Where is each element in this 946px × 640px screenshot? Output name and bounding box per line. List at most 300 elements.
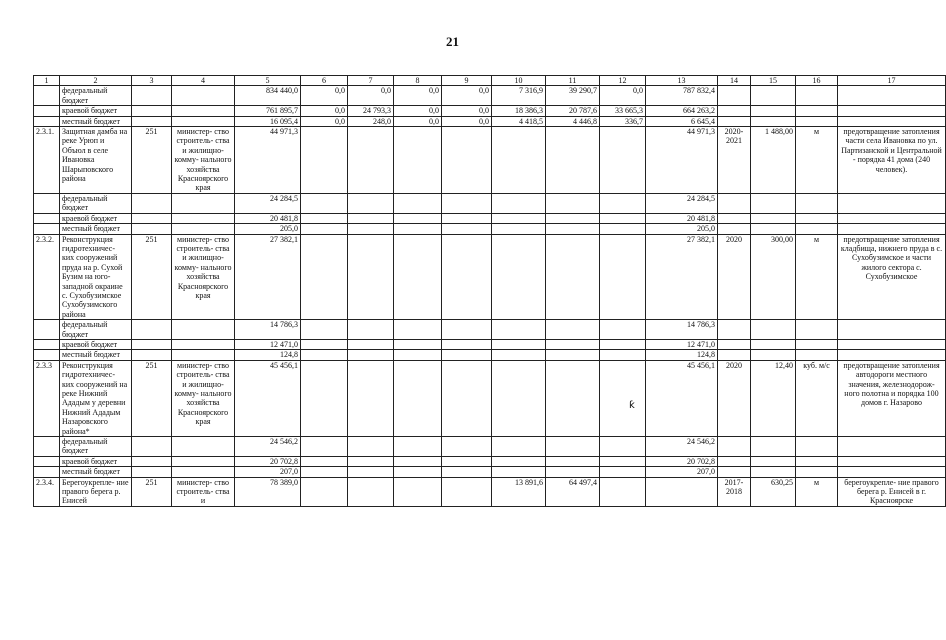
value-cell: 24 546,2: [235, 437, 301, 457]
value-cell: [546, 350, 600, 360]
value-cell: [646, 477, 718, 506]
value-cell: [546, 437, 600, 457]
result-cell: предотвращение затопления кладбища, нижнего пруда в с. Сухобузимское и части жилого сектора с. Сухобузимское: [838, 234, 946, 320]
column-header: 3: [132, 76, 172, 86]
value-cell: [546, 339, 600, 349]
value-cell: 24 546,2: [646, 437, 718, 457]
value-cell: [492, 456, 546, 466]
empty-cell: [172, 116, 235, 126]
budget-row: [34, 320, 946, 340]
value-cell: [301, 320, 348, 340]
empty-cell: [34, 116, 60, 126]
column-header: 11: [546, 76, 600, 86]
empty-cell: [718, 224, 751, 234]
column-header: 8: [394, 76, 442, 86]
project-row: [34, 234, 946, 320]
empty-cell: [132, 106, 172, 116]
value-cell: 20 702,8: [646, 456, 718, 466]
unit-cell: куб. м/с: [796, 360, 838, 436]
value-cell: 27 382,1: [235, 234, 301, 320]
empty-cell: [838, 224, 946, 234]
value-cell: 7 316,9: [492, 86, 546, 106]
value-cell: 64 497,4: [546, 477, 600, 506]
empty-cell: [718, 106, 751, 116]
empty-cell: [796, 213, 838, 223]
budget-label: краевой бюджет: [60, 456, 132, 466]
empty-cell: [751, 106, 796, 116]
empty-cell: [348, 127, 394, 194]
value-cell: 6 645,4: [646, 116, 718, 126]
empty-cell: [34, 213, 60, 223]
column-header: 4: [172, 76, 235, 86]
budget-row: [34, 213, 946, 223]
empty-cell: [796, 456, 838, 466]
column-header: 10: [492, 76, 546, 86]
budget-label: федеральный бюджет: [60, 193, 132, 213]
result-cell: предотвращение затопления автодороги местного значения, железнодорож- ного полотна и порядка 100 домов г. Назарово: [838, 360, 946, 436]
empty-cell: [751, 320, 796, 340]
value-cell: 0,0: [600, 86, 646, 106]
value-cell: [600, 350, 646, 360]
column-header: 14: [718, 76, 751, 86]
value-cell: 761 895,7: [235, 106, 301, 116]
value-cell: [600, 224, 646, 234]
value-cell: [492, 224, 546, 234]
empty-cell: [751, 213, 796, 223]
empty-cell: [718, 116, 751, 126]
value-cell: [546, 456, 600, 466]
value-cell: [394, 456, 442, 466]
value-cell: [546, 127, 600, 194]
value-cell: [492, 193, 546, 213]
value-cell: [442, 350, 492, 360]
empty-cell: [796, 86, 838, 106]
empty-cell: [34, 320, 60, 340]
responsible-org: министер- ство строитель- ства и жилищно- комму- нального хозяйства Красноярского края: [172, 234, 235, 320]
value-cell: 207,0: [646, 467, 718, 477]
value-cell: [492, 467, 546, 477]
empty-cell: [172, 437, 235, 457]
value-cell: 33 665,3: [600, 106, 646, 116]
project-row: [34, 360, 946, 436]
empty-cell: [838, 456, 946, 466]
budget-row: [34, 350, 946, 360]
value-cell: [348, 467, 394, 477]
value-cell: 13 891,6: [492, 477, 546, 506]
empty-cell: [132, 193, 172, 213]
value-cell: [492, 234, 546, 320]
budget-row: [34, 193, 946, 213]
value-cell: [442, 456, 492, 466]
project-name: Защитная дамба на реке Урюп и Объюл в селе Ивановка Шарыповского района: [60, 127, 132, 194]
empty-cell: [34, 339, 60, 349]
value-cell: 4 418,5: [492, 116, 546, 126]
empty-cell: [34, 350, 60, 360]
empty-cell: [34, 193, 60, 213]
budget-label: краевой бюджет: [60, 213, 132, 223]
value-cell: [600, 456, 646, 466]
value-cell: 44 971,3: [235, 127, 301, 194]
empty-cell: [348, 360, 394, 436]
empty-cell: [600, 234, 646, 320]
empty-cell: [796, 116, 838, 126]
empty-cell: [442, 234, 492, 320]
empty-cell: [34, 467, 60, 477]
empty-cell: [132, 116, 172, 126]
project-name: Реконструкция гидротехничес- ких сооружений пруда на р. Сухой Бузим на юго-западной окраине с. Сухобузимское Сухобузимского района: [60, 234, 132, 320]
budget-row: [34, 467, 946, 477]
value-cell: [492, 127, 546, 194]
empty-cell: [751, 193, 796, 213]
empty-cell: [172, 456, 235, 466]
empty-cell: [172, 193, 235, 213]
unit-cell: м: [796, 127, 838, 194]
header-row: [34, 76, 946, 86]
value-cell: [442, 213, 492, 223]
empty-cell: [172, 106, 235, 116]
empty-cell: [718, 339, 751, 349]
value-cell: 39 290,7: [546, 86, 600, 106]
empty-cell: [796, 224, 838, 234]
value-cell: 205,0: [235, 224, 301, 234]
value-cell: 16 095,4: [235, 116, 301, 126]
capacity-cell: 300,00: [751, 234, 796, 320]
value-cell: 0,0: [442, 86, 492, 106]
value-cell: [492, 437, 546, 457]
empty-cell: [172, 320, 235, 340]
value-cell: [546, 360, 600, 436]
value-cell: 45 456,1: [235, 360, 301, 436]
budget-label: краевой бюджет: [60, 339, 132, 349]
empty-cell: [132, 437, 172, 457]
table-body: [34, 76, 946, 507]
column-header: 2: [60, 76, 132, 86]
budget-row: [34, 339, 946, 349]
empty-cell: [132, 86, 172, 106]
empty-cell: [796, 193, 838, 213]
empty-cell: [34, 224, 60, 234]
value-cell: 248,0: [348, 116, 394, 126]
column-header: 12: [600, 76, 646, 86]
value-cell: 124,8: [646, 350, 718, 360]
value-cell: [546, 320, 600, 340]
period-cell: 2017- 2018: [718, 477, 751, 506]
value-cell: 24 284,5: [235, 193, 301, 213]
value-cell: 0,0: [442, 116, 492, 126]
budget-label: федеральный бюджет: [60, 86, 132, 106]
project-name: Берегоукрепле- ние правого берега р. Енисей: [60, 477, 132, 506]
empty-cell: [838, 213, 946, 223]
budget-row: [34, 437, 946, 457]
value-cell: [442, 437, 492, 457]
empty-cell: [172, 350, 235, 360]
project-code: 251: [132, 234, 172, 320]
result-cell: берегоукрепле- ние правого берега р. Енисей в г. Красноярске: [838, 477, 946, 506]
project-code: 251: [132, 127, 172, 194]
empty-cell: [132, 224, 172, 234]
empty-cell: [301, 127, 348, 194]
project-row: [34, 477, 946, 506]
value-cell: 18 386,3: [492, 106, 546, 116]
value-cell: [442, 320, 492, 340]
unit-cell: м: [796, 234, 838, 320]
empty-cell: [172, 213, 235, 223]
empty-cell: [838, 467, 946, 477]
value-cell: [394, 224, 442, 234]
empty-cell: [718, 86, 751, 106]
responsible-org: министер- ство строитель- ства и жилищно- комму- нального хозяйства Красноярского края: [172, 360, 235, 436]
value-cell: [442, 467, 492, 477]
empty-cell: [796, 350, 838, 360]
value-cell: 0,0: [394, 106, 442, 116]
empty-cell: [442, 360, 492, 436]
empty-cell: [301, 477, 348, 506]
empty-cell: [796, 106, 838, 116]
empty-cell: [718, 320, 751, 340]
project-row: [34, 127, 946, 194]
value-cell: [348, 437, 394, 457]
summary-row: [34, 106, 946, 116]
project-number: 2.3.2.: [34, 234, 60, 320]
responsible-org: министер- ство строитель- ства и: [172, 477, 235, 506]
empty-cell: [838, 320, 946, 340]
value-cell: [442, 193, 492, 213]
value-cell: [348, 456, 394, 466]
page-number: 21: [446, 34, 459, 49]
empty-cell: [838, 437, 946, 457]
empty-cell: [34, 106, 60, 116]
value-cell: 12 471,0: [235, 339, 301, 349]
value-cell: 207,0: [235, 467, 301, 477]
empty-cell: [751, 339, 796, 349]
value-cell: [394, 350, 442, 360]
empty-cell: [718, 467, 751, 477]
capacity-cell: 630,25: [751, 477, 796, 506]
empty-cell: [34, 86, 60, 106]
empty-cell: [442, 127, 492, 194]
empty-cell: [796, 437, 838, 457]
value-cell: 205,0: [646, 224, 718, 234]
empty-cell: [751, 467, 796, 477]
value-cell: 24 793,3: [348, 106, 394, 116]
value-cell: [301, 350, 348, 360]
result-cell: предотвращение затопления части села Ивановка по ул. Партизанской и Центральной - порядка 41 дома (240 человек).: [838, 127, 946, 194]
project-name: Реконструкция гидротехничес- ких сооружений на реке Нижний Ададым у деревни Нижний Ададым Назаровского района*: [60, 360, 132, 436]
value-cell: [442, 339, 492, 349]
value-cell: 14 786,3: [235, 320, 301, 340]
empty-cell: [34, 456, 60, 466]
value-cell: [348, 213, 394, 223]
budget-label: федеральный бюджет: [60, 320, 132, 340]
budget-label: краевой бюджет: [60, 106, 132, 116]
value-cell: 0,0: [394, 86, 442, 106]
value-cell: 20 787,6: [546, 106, 600, 116]
value-cell: [492, 339, 546, 349]
value-cell: [600, 213, 646, 223]
value-cell: 20 702,8: [235, 456, 301, 466]
value-cell: 45 456,1: [646, 360, 718, 436]
value-cell: 24 284,5: [646, 193, 718, 213]
value-cell: [546, 193, 600, 213]
budget-label: местный бюджет: [60, 224, 132, 234]
empty-cell: [838, 116, 946, 126]
value-cell: 336,7: [600, 116, 646, 126]
value-cell: 4 446,8: [546, 116, 600, 126]
budget-row: [34, 224, 946, 234]
responsible-org: министер- ство строитель- ства и жилищно- комму- нального хозяйства Красноярского края: [172, 127, 235, 194]
empty-cell: [301, 234, 348, 320]
value-cell: [348, 339, 394, 349]
capacity-cell: 1 488,00: [751, 127, 796, 194]
value-cell: 20 481,8: [235, 213, 301, 223]
value-cell: [546, 224, 600, 234]
value-cell: [301, 213, 348, 223]
empty-cell: [394, 234, 442, 320]
empty-cell: [718, 193, 751, 213]
empty-cell: [796, 320, 838, 340]
empty-cell: [132, 213, 172, 223]
budget-table: [33, 75, 946, 507]
column-header: 5: [235, 76, 301, 86]
value-cell: 12 471,0: [646, 339, 718, 349]
value-cell: [348, 350, 394, 360]
empty-cell: [751, 437, 796, 457]
value-cell: [394, 339, 442, 349]
value-cell: 124,8: [235, 350, 301, 360]
empty-cell: [34, 437, 60, 457]
value-cell: [546, 234, 600, 320]
empty-cell: [838, 350, 946, 360]
column-header: 9: [442, 76, 492, 86]
empty-cell: [172, 467, 235, 477]
budget-label: местный бюджет: [60, 350, 132, 360]
empty-cell: [751, 224, 796, 234]
value-cell: 78 389,0: [235, 477, 301, 506]
value-cell: 0,0: [394, 116, 442, 126]
empty-cell: [442, 477, 492, 506]
value-cell: [492, 320, 546, 340]
empty-cell: [751, 116, 796, 126]
value-cell: 834 440,0: [235, 86, 301, 106]
value-cell: 0,0: [301, 86, 348, 106]
empty-cell: [838, 339, 946, 349]
value-cell: [301, 224, 348, 234]
value-cell: 0,0: [442, 106, 492, 116]
empty-cell: [718, 456, 751, 466]
period-cell: 2020: [718, 360, 751, 436]
value-cell: 664 263,2: [646, 106, 718, 116]
value-cell: 44 971,3: [646, 127, 718, 194]
empty-cell: [718, 350, 751, 360]
project-number: 2.3.4.: [34, 477, 60, 506]
empty-cell: [600, 127, 646, 194]
unit-cell: м: [796, 477, 838, 506]
value-cell: [600, 320, 646, 340]
empty-cell: [132, 339, 172, 349]
value-cell: 0,0: [301, 116, 348, 126]
empty-cell: [394, 127, 442, 194]
empty-cell: [796, 339, 838, 349]
summary-row: [34, 86, 946, 106]
value-cell: 27 382,1: [646, 234, 718, 320]
empty-cell: [600, 477, 646, 506]
column-header: 15: [751, 76, 796, 86]
value-cell: [394, 213, 442, 223]
empty-cell: [172, 339, 235, 349]
budget-row: [34, 456, 946, 466]
project-code: 251: [132, 360, 172, 436]
value-cell: [492, 213, 546, 223]
column-header: 13: [646, 76, 718, 86]
empty-cell: [600, 360, 646, 436]
value-cell: [301, 437, 348, 457]
budget-label: местный бюджет: [60, 116, 132, 126]
value-cell: [301, 339, 348, 349]
empty-cell: [394, 360, 442, 436]
column-header: 1: [34, 76, 60, 86]
value-cell: [394, 320, 442, 340]
empty-cell: [751, 86, 796, 106]
value-cell: [600, 193, 646, 213]
column-header: 16: [796, 76, 838, 86]
empty-cell: [751, 456, 796, 466]
column-header: 7: [348, 76, 394, 86]
empty-cell: [838, 86, 946, 106]
value-cell: 0,0: [301, 106, 348, 116]
period-cell: 2020: [718, 234, 751, 320]
empty-cell: [132, 467, 172, 477]
value-cell: [301, 193, 348, 213]
value-cell: 0,0: [348, 86, 394, 106]
empty-cell: [348, 477, 394, 506]
empty-cell: [348, 234, 394, 320]
value-cell: [348, 193, 394, 213]
empty-cell: [132, 320, 172, 340]
value-cell: [600, 467, 646, 477]
project-code: 251: [132, 477, 172, 506]
value-cell: 787 832,4: [646, 86, 718, 106]
period-cell: 2020- 2021: [718, 127, 751, 194]
value-cell: [394, 193, 442, 213]
empty-cell: [172, 224, 235, 234]
budget-label: федеральный бюджет: [60, 437, 132, 457]
value-cell: [492, 350, 546, 360]
column-header: 17: [838, 76, 946, 86]
summary-row: [34, 116, 946, 126]
capacity-cell: 12,40: [751, 360, 796, 436]
value-cell: [301, 456, 348, 466]
value-cell: [394, 437, 442, 457]
project-number: 2.3.1.: [34, 127, 60, 194]
empty-cell: [172, 86, 235, 106]
project-number: 2.3.3: [34, 360, 60, 436]
empty-cell: [132, 456, 172, 466]
value-cell: [600, 339, 646, 349]
empty-cell: [751, 350, 796, 360]
empty-cell: [718, 213, 751, 223]
value-cell: [600, 437, 646, 457]
column-header: 6: [301, 76, 348, 86]
empty-cell: [838, 106, 946, 116]
value-cell: [442, 224, 492, 234]
empty-cell: [301, 360, 348, 436]
value-cell: 20 481,8: [646, 213, 718, 223]
value-cell: [394, 467, 442, 477]
budget-label: местный бюджет: [60, 467, 132, 477]
empty-cell: [718, 437, 751, 457]
value-cell: [546, 213, 600, 223]
value-cell: [492, 360, 546, 436]
